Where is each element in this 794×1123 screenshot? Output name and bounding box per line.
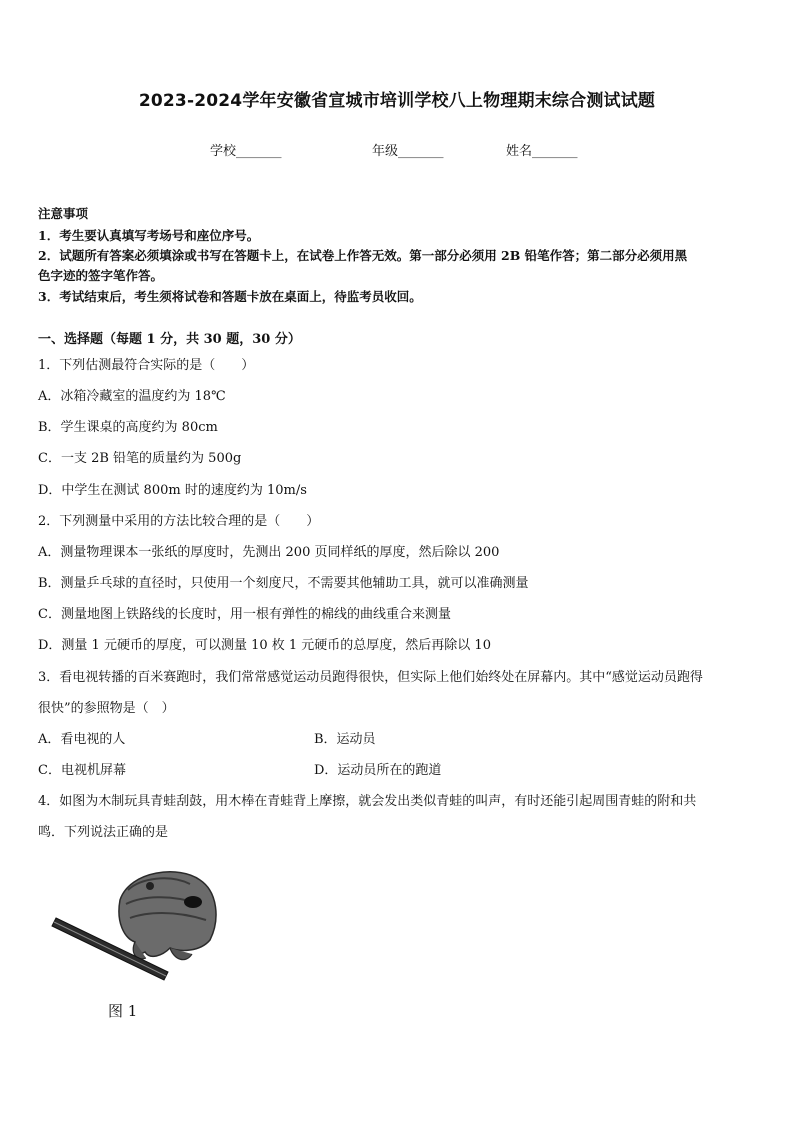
- question-3-stem: 3．看电视转播的百米赛跑时，我们常常感觉运动员跑得很快，但实际上他们始终处在屏幕内。其中“感觉运动员跑得: [38, 670, 703, 685]
- wooden-frog-figure: [50, 860, 250, 1030]
- frog-body-shape: [119, 872, 216, 960]
- question-1-option-d: D．中学生在测试 800m 时的速度约为 10m/s: [38, 483, 307, 498]
- notice-heading: 注意事项: [38, 206, 89, 221]
- question-4-stem-cont: 鸣．下列说法正确的是: [38, 825, 169, 840]
- page-title: 2023-2024学年安徽省宣城市培训学校八上物理期末综合测试试题: [138, 91, 656, 111]
- question-3-option-b: B．运动员: [314, 732, 376, 747]
- school-field: 学校_______: [210, 144, 282, 159]
- question-3-option-c: C．电视机屏幕: [38, 763, 126, 778]
- question-1-stem: 1．下列估测最符合实际的是（ ）: [38, 358, 255, 373]
- question-2-option-b: B．测量乒乓球的直径时，只使用一个刻度尺，不需要其他辅助工具，就可以准确测量: [38, 576, 529, 591]
- question-2-stem: 2．下列测量中采用的方法比较合理的是（ ）: [38, 514, 320, 529]
- notice-item: 1．考生要认真填写考场号和座位序号。: [38, 228, 260, 243]
- question-3-option-d: D．运动员所在的跑道: [314, 763, 442, 778]
- question-4-stem: 4．如图为木制玩具青蛙刮鼓，用木棒在青蛙背上摩擦，就会发出类似青蛙的叫声，有时还能引起周围青蛙的附和共: [38, 794, 697, 809]
- question-2-option-d: D．测量 1 元硬币的厚度，可以测量 10 枚 1 元硬币的总厚度，然后再除以 10: [38, 638, 491, 653]
- notice-item: 3．考试结束后，考生须将试卷和答题卡放在桌面上，待监考员收回。: [38, 289, 422, 304]
- grade-field: 年级_______: [372, 144, 444, 159]
- notice-item: 2．试题所有答案必须填涂或书写在答题卡上，在试卷上作答无效。第一部分必须用 2B 铅笔作答；第二部分必须用黑: [38, 248, 688, 263]
- section-heading: 一、选择题（每题 1 分，共 30 题，30 分）: [38, 332, 301, 347]
- question-3-option-a: A．看电视的人: [38, 732, 126, 747]
- figure-caption: 图 1: [108, 1002, 138, 1020]
- question-1-option-a: A．冰箱冷藏室的温度约为 18℃: [38, 389, 226, 404]
- question-3-stem-cont: 很快”的参照物是（ ）: [38, 701, 175, 716]
- name-field: 姓名_______: [506, 144, 578, 159]
- question-1-option-b: B．学生课桌的高度约为 80cm: [38, 420, 218, 435]
- question-2-option-c: C．测量地图上铁路线的长度时，用一根有弹性的棉线的曲线重合来测量: [38, 607, 451, 622]
- question-2-option-a: A．测量物理课本一张纸的厚度时，先测出 200 页同样纸的厚度，然后除以 200: [38, 545, 500, 560]
- notice-item: 色字迹的签字笔作答。: [38, 268, 164, 283]
- question-1-option-c: C．一支 2B 铅笔的质量约为 500g: [38, 451, 242, 466]
